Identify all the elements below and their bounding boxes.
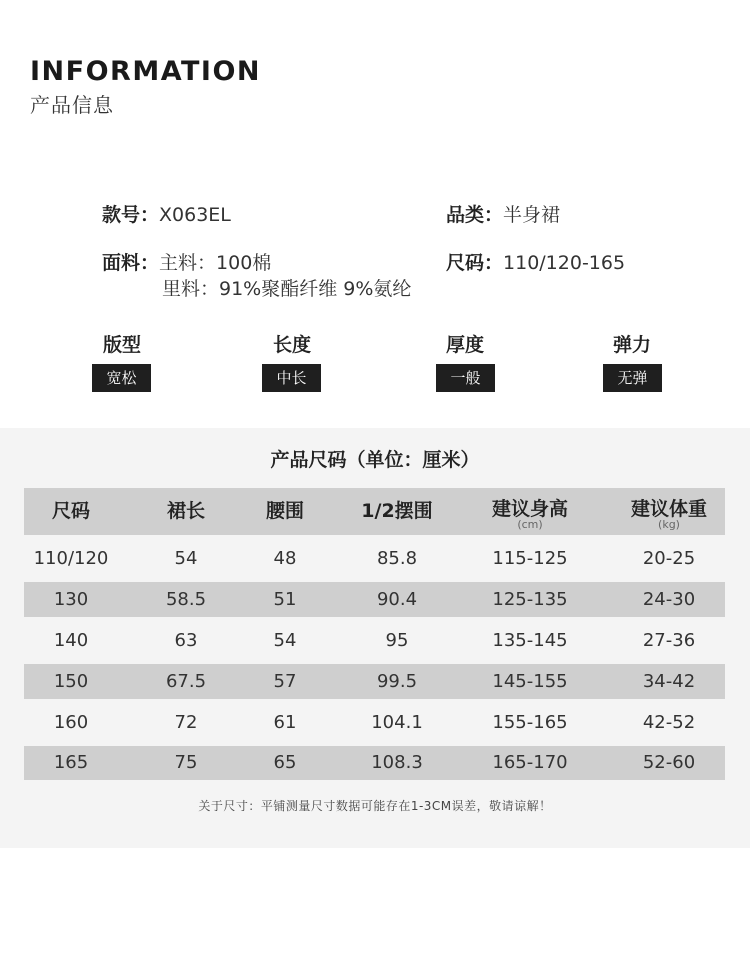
cell-half-hem: 85.8: [376, 548, 418, 569]
fabric-lining-text: 里料：91%聚酯纤维 9%氨纶: [162, 278, 412, 300]
cell-size: 110/120: [33, 548, 109, 569]
style-number-value: X063EL: [159, 204, 231, 226]
table-row: [24, 582, 725, 617]
cell-skirt-length: 63: [174, 630, 198, 651]
cell-weight: 34-42: [642, 671, 696, 692]
size-range-value: 110/120-165: [503, 252, 626, 274]
cell-half-hem: 104.1: [371, 712, 423, 733]
size-table-body: [24, 535, 725, 780]
header-height-unit: (cm): [517, 518, 543, 531]
style-number-label: 款号：: [102, 204, 160, 226]
attr-length-tag: 中长: [262, 364, 321, 392]
attr-thickness-tag: 一般: [436, 364, 495, 392]
header-half-hem: [336, 488, 458, 535]
attr-fit-label: 版型: [102, 334, 141, 356]
fabric-lining: [162, 274, 411, 301]
title-en: INFORMATION: [30, 56, 262, 87]
fabric: [102, 248, 271, 275]
attr-length-label: 长度: [272, 334, 311, 356]
category-value: 半身裙: [503, 204, 561, 226]
table-row: [24, 617, 725, 664]
cell-waist: 65: [273, 752, 297, 773]
header-weight-unit: (kg): [658, 518, 680, 531]
cell-half-hem: 99.5: [376, 671, 418, 692]
table-row: [24, 699, 725, 746]
cell-height: 165-170: [492, 752, 568, 773]
cell-weight: 20-25: [642, 548, 696, 569]
cell-weight: 24-30: [642, 589, 696, 610]
cell-waist: 61: [273, 712, 297, 733]
cell-weight: 52-60: [642, 752, 696, 773]
cell-weight: 42-52: [642, 712, 696, 733]
attr-elasticity-label: 弹力: [612, 334, 651, 356]
category: [446, 200, 560, 227]
attr-elasticity-tag: 无弹: [603, 364, 662, 392]
header-skirt-length: [135, 488, 237, 535]
title-cn: 产品信息: [30, 93, 114, 117]
header-skirt-length-text: 裙长: [166, 500, 205, 522]
size-table: [24, 488, 725, 780]
cell-half-hem: 108.3: [371, 752, 423, 773]
cell-skirt-length: 54: [174, 548, 198, 569]
cell-weight: 27-36: [642, 630, 696, 651]
cell-size: 160: [53, 712, 89, 733]
size-range-label: 尺码：: [446, 252, 504, 274]
cell-size: 140: [53, 630, 89, 651]
header-weight: [609, 488, 729, 535]
size-range: [446, 248, 625, 275]
cell-waist: 48: [273, 548, 297, 569]
category-label: 品类：: [446, 204, 504, 226]
header-weight-text: 建议体重: [630, 498, 707, 520]
header-waist-text: 腰围: [265, 500, 304, 522]
cell-height: 135-145: [492, 630, 568, 651]
header-size-text: 尺码: [51, 500, 90, 522]
header-size: [24, 488, 118, 535]
cell-skirt-length: 72: [174, 712, 198, 733]
cell-size: 130: [53, 589, 89, 610]
header-height-text: 建议身高: [491, 498, 568, 520]
cell-size: 165: [53, 752, 89, 773]
fabric-label: 面料：: [102, 252, 160, 274]
cell-size: 150: [53, 671, 89, 692]
cell-skirt-length: 67.5: [165, 671, 207, 692]
cell-waist: 51: [273, 589, 297, 610]
table-row: [24, 746, 725, 780]
cell-height: 145-155: [492, 671, 568, 692]
cell-half-hem: 90.4: [376, 589, 418, 610]
cell-half-hem: 95: [385, 630, 409, 651]
fabric-main: 主料：100棉: [159, 252, 272, 274]
size-table-header: [24, 488, 725, 535]
cell-height: 115-125: [492, 548, 568, 569]
table-row: [24, 535, 725, 582]
header-waist: [234, 488, 336, 535]
header-height: [465, 488, 595, 535]
cell-waist: 57: [273, 671, 297, 692]
cell-waist: 54: [273, 630, 297, 651]
cell-height: 155-165: [492, 712, 568, 733]
table-row: [24, 664, 725, 699]
attr-fit-tag: 宽松: [92, 364, 151, 392]
size-table-title: 产品尺码（单位：厘米）: [270, 449, 480, 471]
cell-height: 125-135: [492, 589, 568, 610]
size-note: 关于尺寸：平铺测量尺寸数据可能存在1-3CM误差，敬请谅解！: [198, 799, 552, 813]
cell-skirt-length: 75: [174, 752, 198, 773]
style-number: [102, 200, 231, 227]
header-half-hem-text: 1/2摆围: [361, 500, 433, 522]
attr-thickness-label: 厚度: [445, 334, 484, 356]
cell-skirt-length: 58.5: [165, 589, 207, 610]
